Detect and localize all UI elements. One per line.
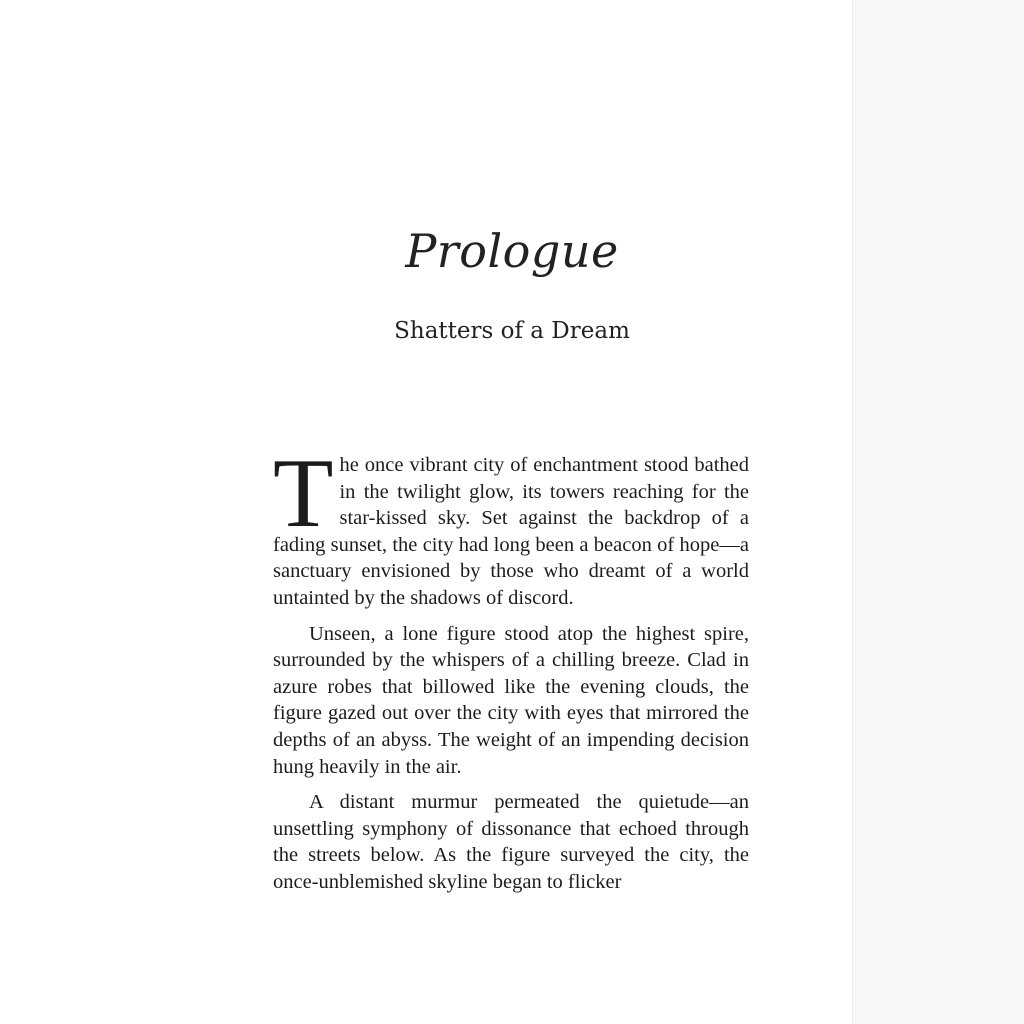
paragraph-1-text: he once vibrant city of enchantment stood bathed in the twilight glow, its towers reaching for the star-kissed sky. Set against the backdrop of a fading sunset, the city had long been a beacon of hope—a sanctuary envisioned by those who dreamt of a world untainted by the shadows of discord.: [273, 454, 749, 609]
paragraph-3: A distant murmur permeated the quietude—an unsettling symphony of dissonance that echoed through the streets below. As the figure surveyed the city, the once-unblemished skyline began to flicker: [273, 791, 749, 893]
chapter-title: Prologue: [405, 224, 619, 278]
page-margin: [852, 0, 1024, 1024]
paragraph-1: [273, 439, 749, 612]
chapter-subtitle: Shatters of a Dream: [394, 318, 630, 344]
chapter-body: [273, 439, 749, 905]
paragraph-2: Unseen, a lone figure stood atop the highest spire, surrounded by the whispers of a chilling breeze. Clad in azure robes that billowed like the evening clouds, the figure gazed out over the city with eyes that mirrored the depths of an abyss. The weight of an impending decision hung heavily in the air.: [273, 622, 749, 778]
drop-cap: T: [273, 439, 334, 548]
